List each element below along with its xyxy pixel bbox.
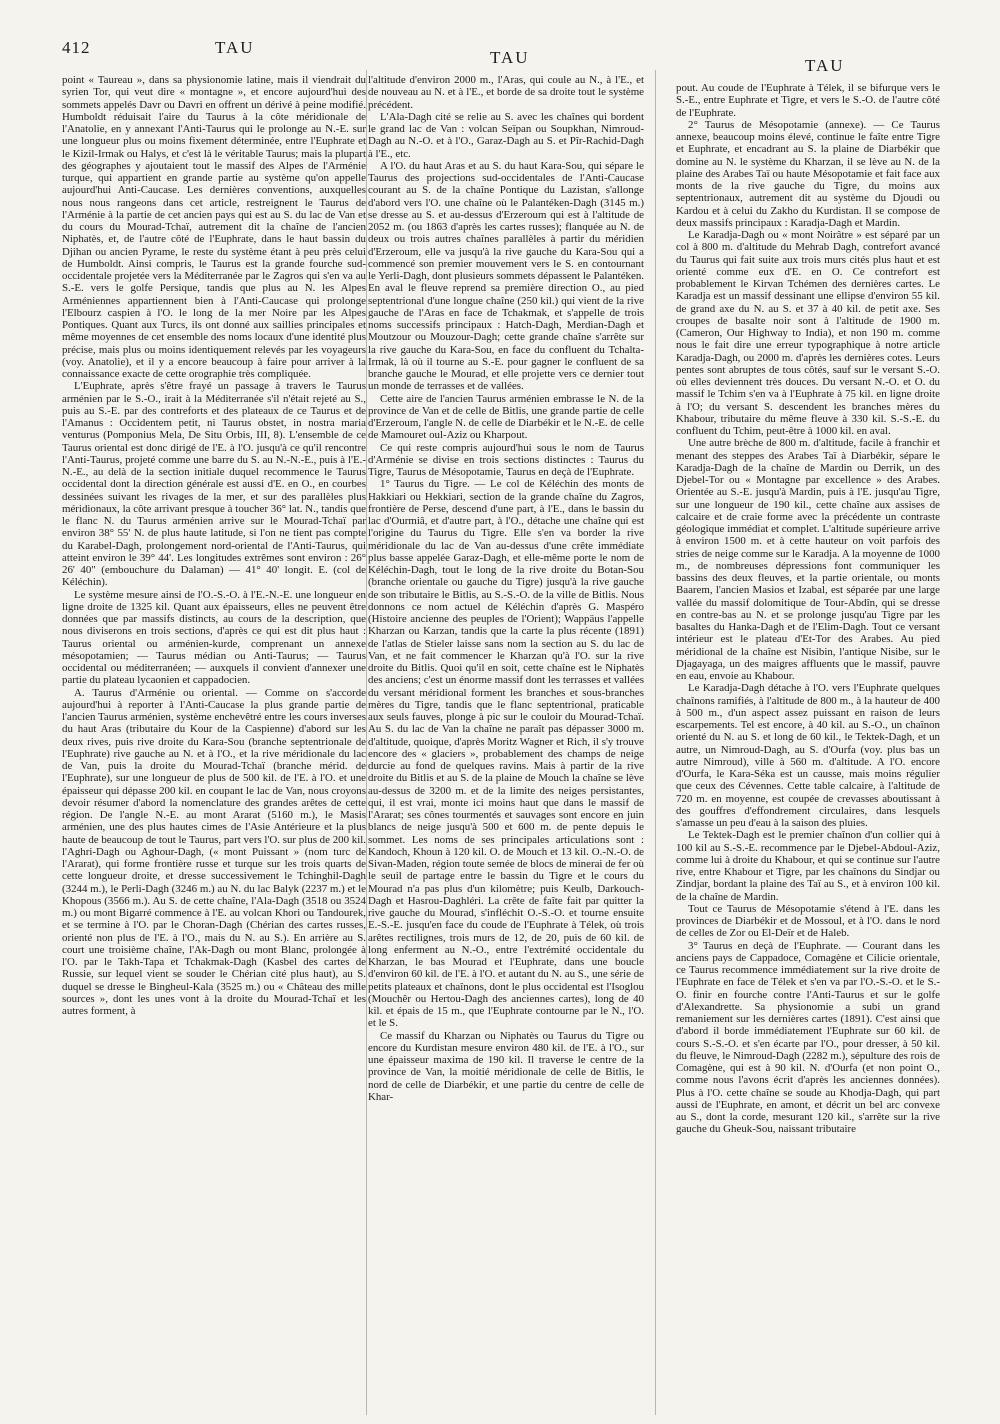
running-head-right: TAU [805, 56, 845, 75]
column-divider [366, 70, 367, 1415]
paragraph: Le Karadja-Dagh ou « mont Noirâtre » est séparé par un col à 800 m. d'altitude du Mehrab Dagh, contrefort avancé du Taurus qui fait suite aux trois murs cités plus haut et est orienté comme eux d'E. en O. Ce contrefort est probablement le Kirvan Tchémen des dernières cartes. Le Karadja est un massif dessinant une ellipse d'environ 55 kil. de grand axe du N. au S. et 37 à 40 kil. de petit axe. Ses croupes de basalte noir sont à l'altitude de 1900 m. (Cameron, Our Highway to India), et non 190 m. comme nous le fait dire une erreur typographique à notre article Karadja-Dagh, ou 2000 m. d'après les dernières cotes. Leurs pentes sont abruptes de tous côtés, sauf sur le versant S.-O. où elles deviennent très douces. Du versant N.-O. et O. du massif le Tchim s'en va à l'Euphrate à 75 kil. en ligne droite à l'O; du versant S. descendent les branches mères du Khabour, tributaire du même fleuve à 330 kil. S.-S.-E. du confluent du Tchim, peut-être à 1000 kil. en aval. [676, 229, 940, 437]
paragraph: point « Taureau », dans sa physionomie latine, mais il viendrait du syrien Tor, qui veut dire « montagne », et encore aujourd'hui des sommets appelés Davr ou Davri en offrent un dérivé à peine modifié. Humboldt réduisait l'aire du Taurus à la côte méridionale de l'Anatolie, en y annexant l'Anti-Taurus qui le prolonge au N.-E. sur une longueur plus ou moins fixement déterminée, entre l'Euphrate et le Kizil-Irmak ou Halys, et c'est là le véritable Taurus; mais la plupart des géographes y ajoutaient tout le massif des Alpes de l'Arménie turque, qui appartient en grande partie au système qu'on appelle aujourd'hui Anti-Caucase. Les dernières conventions, auxquelles nous nous rangeons dans cet article, restreignent le Taurus de l'Arménie à la partie de cet ancien pays qui est au S. du lac de Van et du cours du Mourad-Tchaï, autrement dit la chaîne de l'ancien Niphatès, et, de l'autre côté de l'Euphrate, dans le haut bassin du Djihan ou ancien Pyrame, le reste du système étant à peu près celui de Humboldt. Ainsi compris, le Taurus est la grande fourche sud-occidentale projetée vers la Méditerranée par le Zagros qui s'en va au S.-E. vers le golfe Persique, tandis que plus au N. les Alpes Arméniennes appartiennent bien à l'Anti-Caucase qui prolonge l'Elbourz caspien à l'O. le long de la mer Noire par les Alpes Pontiques. Quant aux Turcs, ils ont donné aux saillies principales et même moyennes de cet ensemble des noms locaux d'une identité plus précise, mais plus ou moins identiquement relevés par les voyageurs (voy. Anatolie), et il y a encore beaucoup à faire pour arriver à la connaissance exacte de cette orographie très compliquée. [62, 74, 366, 380]
page-number: 412 [62, 38, 91, 57]
paragraph: Le Karadja-Dagh détache à l'O. vers l'Euphrate quelques chaînons ramifiés, à l'altitude de 800 m., à la hauteur de 400 à 500 m., d'un aspect assez puissant en raison de leurs escarpements. Tel est encore, à 40 kil. au S.-O., un chaînon orienté du N. au S. et long de 60 kil., le Tektek-Dagh, et un autre, un Nimroud-Dagh, au S. d'Ourfa (voy. plus bas un autre Nimroud), ville à 560 m. d'altitude. A l'O. encore d'Ourfa, le Kara-Séka est un causse, mais moins régulier que ceux des Cévennes. Cette table calcaire, à l'altitude de 720 m. en moyenne, est coupée de crevasses aboutissant à des gouffres d'effondrement circulaires, dans lesquels s'amasse un peu d'eau à la saison des pluies. [676, 682, 940, 829]
paragraph: A. Taurus d'Arménie ou oriental. — Comme on s'accorde aujourd'hui à reporter à l'Anti-Caucase la plus grande partie de l'ancien Taurus arménien, système enchevêtré entre les cours inverses du haut Aras (tributaire du Kour de la Caspienne) d'abord sur les deux rives, puis rive droite du Kara-Sou (branche septentrionale de l'Euphrate) rive gauche au N. et à l'O., et la rive méridionale du lac de Van, puis la droite du Mourad-Tchaï (branche mérid. de l'Euphrate), sur une longueur de plus de 500 kil. de l'E. à l'O. et une épaisseur qui dépasse 200 kil. en coupant le lac de Van, nous croyons devoir résumer d'abord la nomenclature des grandes arêtes de cette région. De l'angle N.-E. au mont Ararat (5160 m.), le Masis arménien, une des plus hautes cimes de l'Asie Antérieure et la plus haute de beaucoup de tout le Taurus, part vers l'O. sur plus de 200 kil. l'Aghri-Dagh ou Aghour-Dagh, (« mont Puissant » (nom turc de l'Ararat), qui forme frontière russe et turque sur les trois quarts de cette longueur droite, et dresse successivement le Tchinghil-Dagh (3244 m.), le Perli-Dagh (3246 m.) au N. du lac Balyk (2237 m.) et le Khopous (3566 m.). Au S. de cette chaîne, l'Ala-Dagh (3518 ou 3524 m.) ou mont Bigarré commence à l'E. au volcan Khori ou Tandourek, et se termine à l'O. par le Choran-Dagh (Chérian des cartes russes, orienté non plus de l'E. à l'O., mais du N. au S.). En arrière au S. court une troisième chaîne, l'Ak-Dagh ou mont Blanc, prolongée à l'O. par le Takh-Tapa et Tchakmak-Dagh (Kasbel des cartes de Russie, sur lequel vient se souder le Chérian cité plus haut), au S. duquel se dresse le Bingheul-Kala (3525 m.) ou « Château des mille sources », dont les unes vont à la droite du Mourad-Tchaï et les autres forment, à [62, 686, 366, 1017]
paragraph: 2° Taurus de Mésopotamie (annexe). — Ce Taurus annexe, beaucoup moins élevé, continue le faîte entre Tigre et Euphrate, et encadrant au S. la plaine de Diarbékir que domine au N. le système du Kharzan, il se lève au N. de la plaine des Arabes Taï ou haute Mésopotamie et fait face aux monts de la rive gauche du Tigre, du moins aux septentrionaux, autrement dit au système du Djoudi ou Kardou et à celui du Zakho du Kurdistan. Il se compose de deux massifs principaux : Karadja-Dagh et Mardin. [676, 118, 940, 229]
paragraph: pout. Au coude de l'Euphrate à Télek, il se bifurque vers le S.-E., entre Euphrate et Tigre, et vers le S.-O. de l'autre côté de l'Euphrate. [676, 82, 940, 119]
paragraph: Tout ce Taurus de Mésopotamie s'étend à l'E. dans les provinces de Diarbékir et de Mossoul, et à l'O. dans le nord de celles de Zor ou El-Deïr et de Haleb. [676, 902, 940, 940]
paragraph: Le système mesure ainsi de l'O.-S.-O. à l'E.-N.-E. une longueur en ligne droite de 1325 kil. Quant aux épaisseurs, elles ne peuvent être données que par massifs distincts, au cours de la description, que nous diviserons en trois sections, d'après ce qui est dit plus haut : Taurus oriental ou arménien-kurde, comprenant un annexe mésopotamien; — Taurus médian ou Anti-Taurus; — Taurus occidental ou méditerranéen; — auxquels il convient d'annexer une partie du plateau lycaonien et cappadocien. [62, 588, 366, 687]
paragraph: l'altitude d'environ 2000 m., l'Aras, qui coule au N., à l'E., et de nouveau au N. et à l'E., et borde de sa droite tout le système précédent. [368, 74, 644, 111]
running-head-left: TAU [215, 38, 255, 57]
paragraph: Le Tektek-Dagh est le premier chaînon d'un collier qui à 100 kil au S.-S.-E. recommence par le Djebel-Abdoul-Aziz, comme lui à droite du Khabour, et qui se continue sur l'autre rive, entre Khabour et Tigre, par les chaînons du Sindjar ou Zindjar, bordant la plaine des Taï au S., et à environ 100 kil. de la chaîne de Mardin. [676, 829, 940, 903]
paragraph: Ce qui reste compris aujourd'hui sous le nom de Taurus d'Arménie se divise en trois sections distinctes : Taurus du Tigre, Taurus de Mésopotamie, Taurus en deçà de l'Euphrate. [368, 441, 644, 478]
text-column-3 [676, 82, 940, 1422]
running-head-center: TAU [490, 48, 530, 67]
text-column-1 [62, 74, 366, 1414]
paragraph: Cette aire de l'ancien Taurus arménien embrasse le N. de la province de Van et de celle de Bitlis, une grande partie de celle d'Erzeroum, l'angle N. de celle de Diarbékir et le N.-E. de celle de Mamouret oul-Aziz ou Kharpout. [368, 392, 644, 442]
paragraph: L'Euphrate, après s'être frayé un passage à travers le Taurus arménien par le S.-O., irait à la Méditerranée s'il n'était rejeté au S., puis au S.-E. par des contreforts et des plateaux de ce Taurus et de l'Amanus : Occidentem petit, ni Taurus obstet, in nostra maria venturus (Pomponius Mela, De Situ Orbis, III, 8). L'ensemble de ce Taurus oriental est donc dirigé de l'E. à l'O. jusqu'à ce qu'il rencontre l'Anti-Taurus, projeté comme une barre du S. au N.-N.-E., puis à l'E.-N.-E., au delà de la section initiale duquel recommence le Taurus occidental dont la direction générale est aussi d'E. en O., en courbes dessinées suivant les rivages de la mer, et sur des parallèles plus méridionaux, la côte arrivant presque à toucher 36° lat. N., tandis que le flanc N. du Taurus arménien arrive sur le Mourad-Tchaï par environ 38° 55' N. de plus haute latitude, si l'on ne tient pas compte du Karabel-Dagh, prolongement nord-oriental de l'Anti-Taurus, qui atteint environ le 39° 44'. Les longitudes extrêmes sont environ : 26° 26' 40" (embouchure du Dalaman) — 41° 40' longit. E. (col de Kéléchin). [62, 380, 366, 589]
column-divider [655, 70, 656, 1415]
paragraph: A l'O. du haut Aras et au S. du haut Kara-Sou, qui sépare le Taurus des projections sud-occidentales de l'Anti-Caucase courant au S. de la chaîne Pontique du Lazistan, s'allonge d'abord vers l'O. une chaîne où le Palantéken-Dagh (3145 m.) se dresse au S. et au-dessus d'Erzeroum qui est à l'altitude de 2052 m. (ou 1863 d'après les cartes russes); flanquée au N. de deux ou trois autres chaînes parallèles à partir du méridien d'Erzeroum, elle va jusqu'à la rive gauche du Kara-Sou qui a commencé son premier mouvement vers le S. en contournant le Yerli-Dagh, dont plusieurs sommets dépassent le Palantéken. En aval le fleuve reprend sa première direction O., au pied septentrional d'une longue chaîne (250 kil.) qui vient de la rive gauche de l'Aras en face de Tchakmak, et s'appelle de trois noms successifs principaux : Hatch-Dagh, Merdian-Dagh et Moutzour ou Mouzour-Dagh; cette grande chaîne s'arrête sur la rive gauche du Kara-Sou, en face du confluent du Tchalta-Irmak, là où il tourne au S.-E. pour gagner le confluent de sa branche gauche le Mourad, et elle projette vers ce dernier tout un monde de terrasses et de vallées. [368, 159, 644, 393]
text-column-2 [368, 74, 644, 1414]
paragraph: 1° Taurus du Tigre. — Le col de Kéléchin des monts de Hakkiari ou Hekkiari, section de la grande chaîne du Zagros, frontière de Perse, descend d'une part, à l'E., dans le bassin du lac d'Ourmiâ, et d'autre part, à l'O., détache une chaîne qui est l'origine du Taurus du Tigre. Elle s'en va border la rive méridionale du lac de Van au-dessus d'une crête immédiate plus basse appelée Garaz-Dagh, et elle-même porte le nom de Kéléchin-Dagh, tout le long de la rive droite du Botan-Sou (branche orientale ou gauche du Tigre) jusqu'à la rive gauche de son tributaire le Bitlis, au S.-S.-O. de la ville de Bitlis. Nous donnons ce nom actuel de Kéléchin d'après G. Maspéro (Histoire ancienne des peuples de l'Orient); Wappäus l'appelle Kharzan ou Karzan, tandis que la carte la plus récente (1891) de l'atlas de Stieler laisse sans nom la section au S. du lac de Van, et ne fait commencer le Kharzan qu'à l'O. sur la rive droite du Bitlis. Quoi qu'il en soit, cette chaîne est le Niphatès des anciens; c'est un énorme massif dont les terrasses et vallées du versant méridional forment les branches et sous-branches mères du Tigre, tandis que le flanc septentrional, praticable aux seuls fauves, plonge à pic sur le couloir du Mourad-Tchaï. Au S. du lac de Van la chaîne ne paraît pas dépasser 3000 m. d'altitude, quoique, d'après Moritz Wagner et Rich, il s'y trouve encore des « glaciers », probablement des champs de neige durcie au fond de quelques ravins. Mais à partir de la rive droite du Bitlis et au S. de la plaine de Mouch la chaîne se lève au-dessus de 3200 m. et de la limite des neiges persistantes, qui, il est vrai, monte ici moins haut que dans le massif de l'Ararat; ses cônes tourmentés et sauvages sont encore en juin blancs de neige jusqu'à 500 et 600 m. de pente depuis le sommet. Les noms de ses principales articulations sont : Kandoch, Khoun à 120 kil. O. de Mouch et 13 kil. O.-N.-O. de Sivan-Maden, région toute semée de blocs de minerai de fer où le seuil de partage entre le bassin du Tigre et le cours du Mourad n'a pas plus d'un kilomètre; puis Keulb, Darkouch-Dagh et Hasrou-Daghléri. La crête de faîte fait par quitter la rive gauche du Mourad, s'infléchit O.-S.-O. et tourne ensuite E.-S.-E. jusqu'en face du coude de l'Euphrate à Télek, où trois arêtes rectilignes, trois murs de 12, de 20, puis de 60 kil. de long enferment au N.-O., entre l'extrémité occidentale du Kharzan, le bas Mourad et l'Euphrate, dans une boucle d'environ 60 kil. de l'E. à l'O. et autant du N. au S., une série de petits plateaux et chaînons, dont le plus occidental est l'Isoglou (Mouchêr ou Hertou-Dagh des anciennes cartes), long de 40 kil. et épais de 15 m., que l'Euphrate contourne par le N., l'O. et le S. [368, 478, 644, 1030]
paragraph: Une autre brèche de 800 m. d'altitude, facile à franchir et menant des steppes des Arabes Taï à Diarbékir, sépare le Karadja-Dagh de la chaîne de Mardin ou Derrik, un des Djebel-Tor ou « Montagne par excellence » des Arabes. Orientée au S.-E. jusqu'à Mardin, puis à l'E. jusqu'au Tigre, sur une longueur de 190 kil., cette chaîne aux assises de calcaire et de craie forme avec la précédente un contraste géologique immédiat et complet. L'altitude supérieure arrive à environ 1500 m. et à cette hauteur on voit parfois des stries de neige comme sur le Karadja. A la moyenne de 1000 m., de nombreuses dépressions font communiquer les bassins des deux fleuves, et la partie orientale, ou monts Baarem, l'ancien Masios et Izabal, est séparée par une large vallée du massif dolomitique de Tour-Abdîn, qui se dresse en contre-bas au N. et se prolonge jusqu'au Tigre par les basaltes du Hanka-Dagh et de l'Elim-Dagh. Tout ce versant intérieur est le plateau d'Et-Tor des Arabes. Au pied méridional de la chaîne est Nisibin, l'antique Nisibe, sur le Djagayaga, un des maigres affluents que le massif, pauvre en eau, envoie au Khabour. [676, 437, 940, 682]
paragraph: 3° Taurus en deçà de l'Euphrate. — Courant dans les anciens pays de Cappadoce, Comagène et Cilicie orientale, ce Taurus recommence immédiatement sur la rive droite de l'Euphrate en face de Télek et s'en va par l'O.-S.-O. et le S.-O. finir en fourche contre l'Anti-Taurus et sur le golfe d'Alexandrette. Sa physionomie a subi un grand remaniement sur les dernières cartes (1891). C'est ainsi que d'abord il borde immédiatement l'Euphrate sur 60 kil. de cours S.-S.-O. et s'en écarte par l'O., pour dresser, à 50 kil. du fleuve, le Nimroud-Dagh (2282 m.), sépulture des rois de Comagène, qui est à 90 kil. N. d'Ourfa (et non point O., comme nous l'avons écrit d'après les anciennes données). Plus à l'O. cette chaîne se soude au Khodja-Dagh, qui part aussi de l'Euphrate, en amont, et décrit un bel arc convexe au S., dont la corde, mesurant 120 kil., s'arrête sur la rive gauche du Gheuk-Sou, naissant tributaire [676, 939, 940, 1136]
paragraph: L'Ala-Dagh cité se relie au S. avec les chaînes qui bordent le grand lac de Van : volcan Seïpan ou Soupkhan, Nimroud-Dagh au N.-O. et à l'O., Garaz-Dagh au S. et Pîr-Rachid-Dagh à l'E., etc. [368, 110, 644, 160]
paragraph: Ce massif du Kharzan ou Niphatès ou Taurus du Tigre ou encore du Kurdistan mesure environ 480 kil. de l'E. à l'O., sur une épaisseur maxima de 190 kil. Il traverse le centre de la province de Van, la moitié méridionale de celle de Bitlis, le nord de celle de Diarbékir, et une partie du centre de celle de Khar- [368, 1029, 644, 1103]
